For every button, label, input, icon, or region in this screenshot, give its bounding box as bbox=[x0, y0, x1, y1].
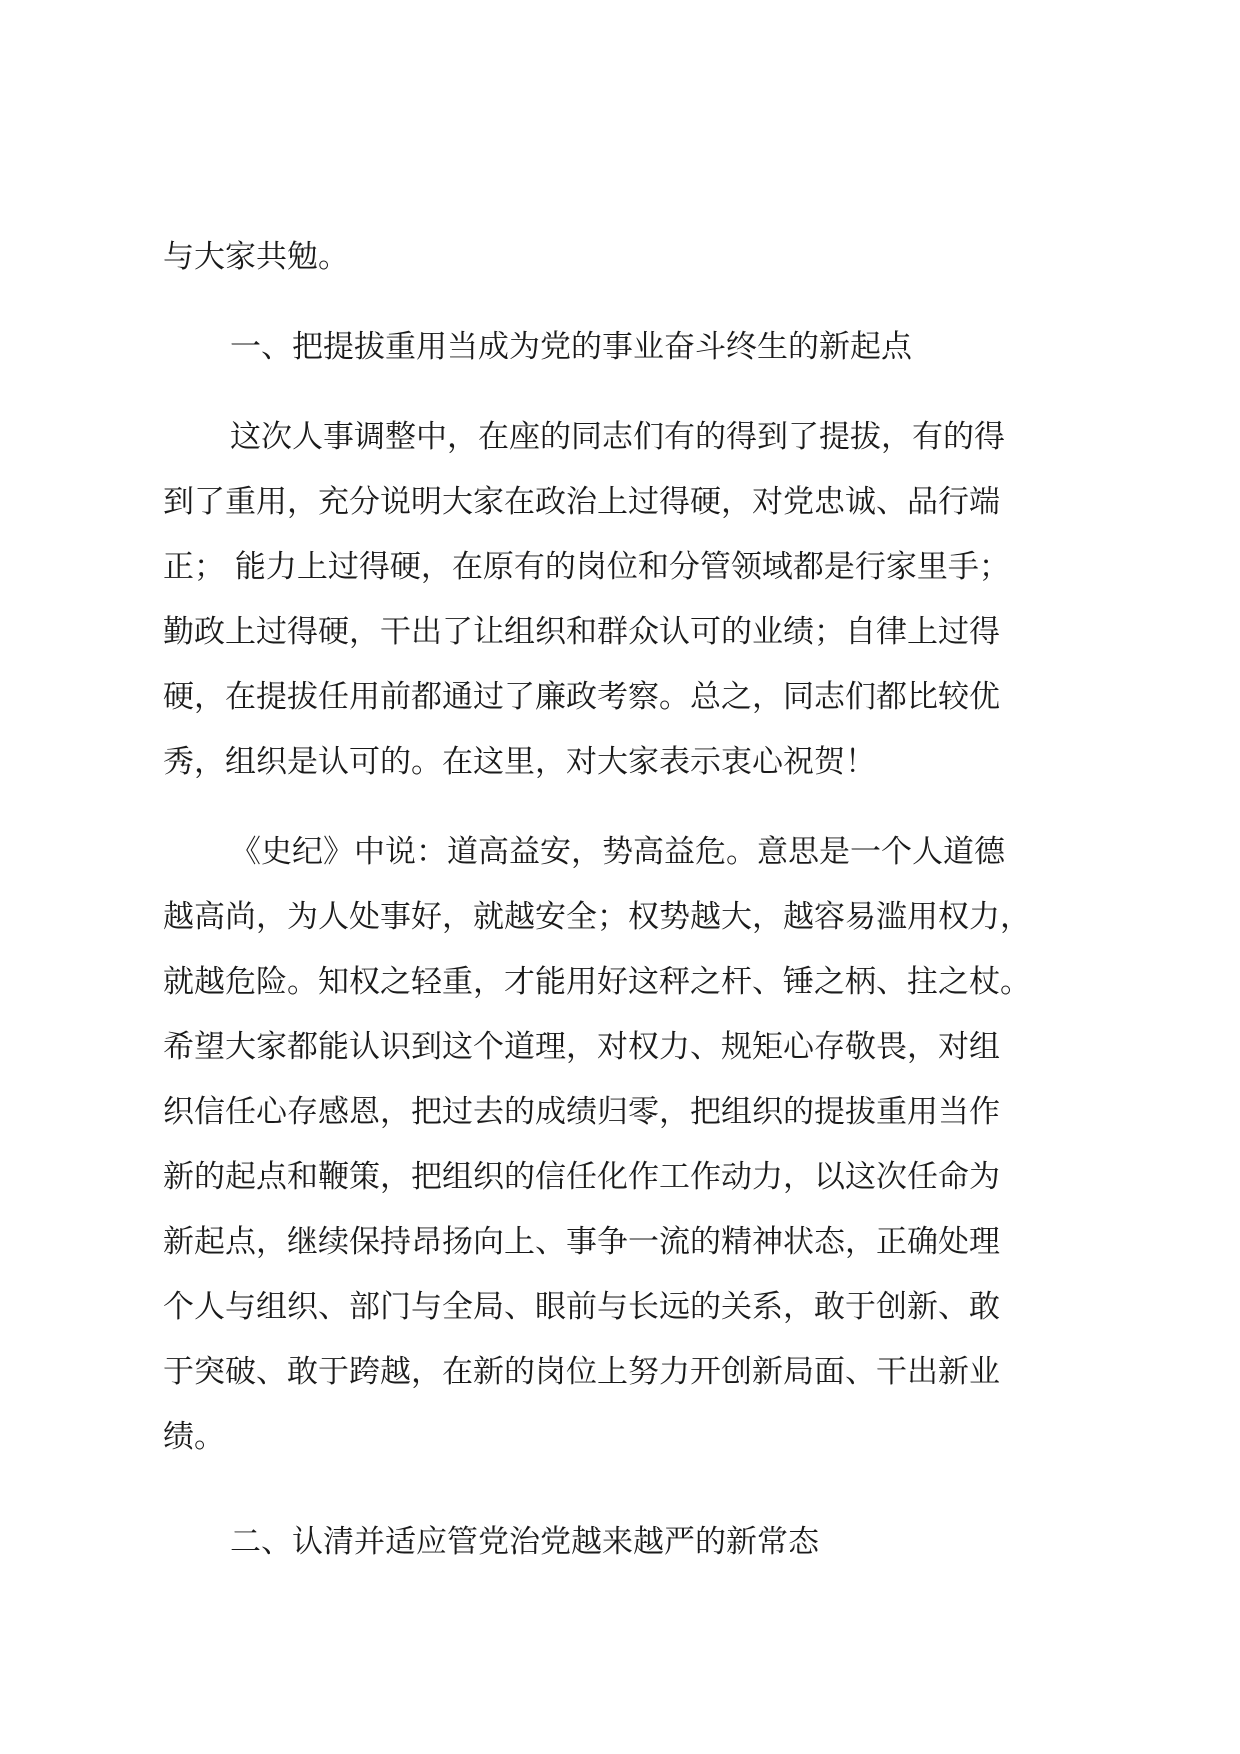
paragraph-line: 绩。 bbox=[163, 1419, 225, 1455]
paragraph-line: 《史纪》中说：道高益安，势高益危。意思是一个人道德 bbox=[230, 834, 1005, 870]
paragraph-line: 新起点，继续保持昂扬向上、事争一流的精神状态，正确处理 bbox=[163, 1224, 1000, 1260]
paragraph-line: 越高尚，为人处事好，就越安全；权势越大，越容易滥用权力， bbox=[163, 899, 1031, 935]
paragraph-line: 秀，组织是认可的。在这里，对大家表示衷心祝贺！ bbox=[163, 744, 876, 780]
section-heading-1: 一、把提拔重用当成为党的事业奋斗终生的新起点 bbox=[230, 329, 912, 365]
paragraph-line: 个人与组织、部门与全局、眼前与长远的关系，敢于创新、敢 bbox=[163, 1289, 1000, 1325]
paragraph-line: 就越危险。知权之轻重，才能用好这秤之杆、锤之柄、拄之杖。 bbox=[163, 964, 1031, 1000]
paragraph-line: 新的起点和鞭策，把组织的信任化作工作动力，以这次任命为 bbox=[163, 1159, 1000, 1195]
document-body bbox=[163, 225, 1103, 1575]
paragraph-line: 于突破、敢于跨越，在新的岗位上努力开创新局面、干出新业 bbox=[163, 1354, 1000, 1390]
paragraph-line: 到了重用，充分说明大家在政治上过得硬，对党忠诚、品行端 bbox=[163, 484, 1000, 520]
section-heading-2: 二、认清并适应管党治党越来越严的新常态 bbox=[230, 1524, 819, 1560]
paragraph-line: 硬，在提拔任用前都通过了廉政考察。总之，同志们都比较优 bbox=[163, 679, 1000, 715]
paragraph-line: 正； 能力上过得硬，在原有的岗位和分管领域都是行家里手； bbox=[163, 549, 1010, 585]
paragraph-2 bbox=[163, 820, 1103, 1470]
paragraph-1 bbox=[163, 405, 1103, 795]
paragraph-line: 这次人事调整中，在座的同志们有的得到了提拔，有的得 bbox=[230, 419, 1005, 455]
paragraph-line: 勤政上过得硬，干出了让组织和群众认可的业绩；自律上过得 bbox=[163, 614, 1000, 650]
opening-line: 与大家共勉。 bbox=[163, 239, 349, 275]
paragraph-line: 希望大家都能认识到这个道理，对权力、规矩心存敬畏，对组 bbox=[163, 1029, 1000, 1065]
paragraph-line: 织信任心存感恩，把过去的成绩归零，把组织的提拔重用当作 bbox=[163, 1094, 1000, 1130]
